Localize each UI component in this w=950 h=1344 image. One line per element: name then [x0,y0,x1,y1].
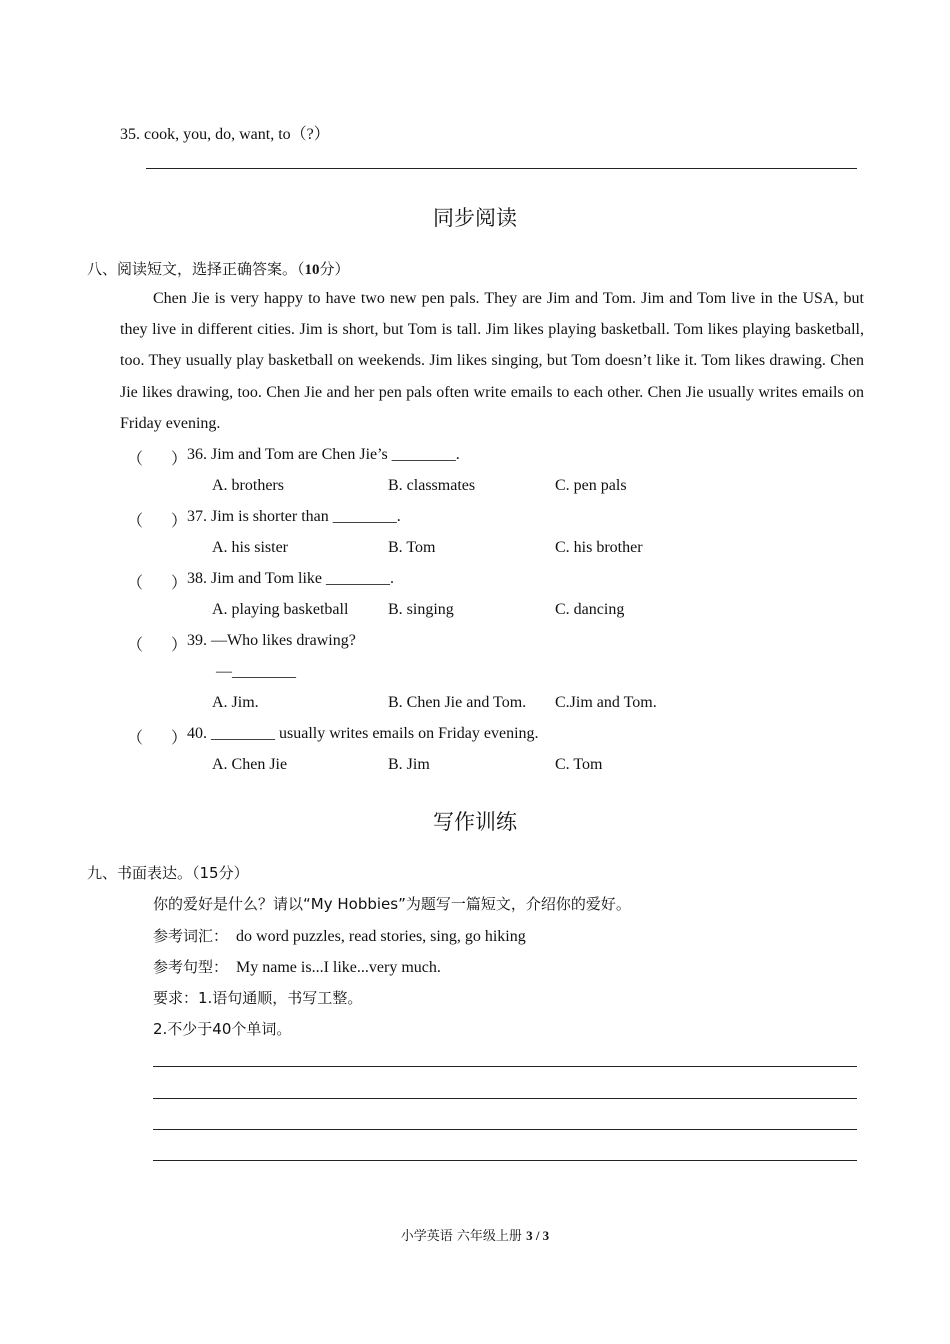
answer-paren-open: （ [127,730,144,747]
answer-paren-close: ） [171,513,188,530]
option-a: A. brothers [212,477,284,494]
answer-paren-close: ） [171,730,188,747]
option-c: C. Tom [555,756,603,773]
answer-paren-close: ） [171,637,188,654]
section-title-reading: 同步阅读 [433,206,517,230]
question-text: 39. —Who likes drawing? [187,632,356,649]
question-35: 35. cook, you, do, want, to（?） [120,126,330,143]
answer-paren-open: （ [127,513,144,530]
answer-paren-close: ） [171,575,188,592]
reading-passage [120,283,864,439]
answer-line-35 [146,168,857,169]
question-text: 36. Jim and Tom are Chen Jie’s ________. [187,446,460,463]
question-text: 37. Jim is shorter than ________. [187,508,401,525]
option-b: B. Jim [388,756,430,773]
vocab-text: do word puzzles, read stories, sing, go hiking [236,928,526,945]
option-a: A. his sister [212,539,288,556]
writing-prompt: 你的爱好是什么？请以“My Hobbies”为题写一篇短文，介绍你的爱好。 [153,895,631,913]
reading-passage-text: Chen Jie is very happy to have two new pen pals. They are Jim and Tom. Jim and Tom live in the USA, but they live in different cities. Jim is short, but Tom is tall. Jim likes playing basketball. Tom likes playing basketball, too. They usually play basketball on weekends. Jim likes singing, but Tom doesn’t like it. Tom likes drawing. Chen Jie likes drawing, too. Chen Jie and her pen pals often write emails to each other. Chen Jie usually writes emails on Friday evening. [120,290,864,432]
writing-line-3 [153,1129,857,1130]
option-c: C.Jim and Tom. [555,694,657,711]
part8-heading-end: 分） [319,260,350,278]
option-b: B. classmates [388,477,476,494]
answer-paren-open: （ [127,637,144,654]
writing-line-4 [153,1160,857,1161]
option-a: A. playing basketball [212,601,349,618]
part8-heading [87,258,350,279]
option-a: A. Jim. [212,694,259,711]
answer-paren-close: ） [171,451,188,468]
option-c: C. dancing [555,601,625,618]
requirement-2: 2.不少于40个单词。 [153,1020,292,1038]
part8-heading-text: 八、阅读短文，选择正确答案。（ [87,260,305,278]
footer-text: 小学英语 六年级上册 [400,1229,527,1244]
writing-line-1 [153,1066,857,1067]
page-footer [0,1225,950,1244]
pattern-label: 参考句型： [153,958,229,976]
pattern-line [153,956,441,977]
option-a: A. Chen Jie [212,756,288,773]
answer-paren-open: （ [127,451,144,468]
option-b: B. Tom [388,539,436,556]
question-text: 40. ________ usually writes emails on Friday evening. [187,725,539,742]
writing-line-2 [153,1098,857,1099]
section-title-writing: 写作训练 [433,810,517,834]
vocab-line [153,925,526,946]
part9-heading: 九、书面表达。（15分） [87,864,249,882]
vocab-label: 参考词汇： [153,927,229,945]
option-b: B. singing [388,601,454,618]
part8-score: 10 [304,262,320,278]
answer-paren-open: （ [127,575,144,592]
requirement-1: 要求：1.语句通顺，书写工整。 [153,989,363,1007]
option-b: B. Chen Jie and Tom. [388,694,527,711]
answer-blank: —________ [216,663,296,680]
question-text: 38. Jim and Tom like ________. [187,570,395,587]
option-c: C. his brother [555,539,643,556]
pattern-text: My name is...I like...very much. [236,959,441,976]
option-c: C. pen pals [555,477,627,494]
page-number: 3 / 3 [526,1228,550,1243]
